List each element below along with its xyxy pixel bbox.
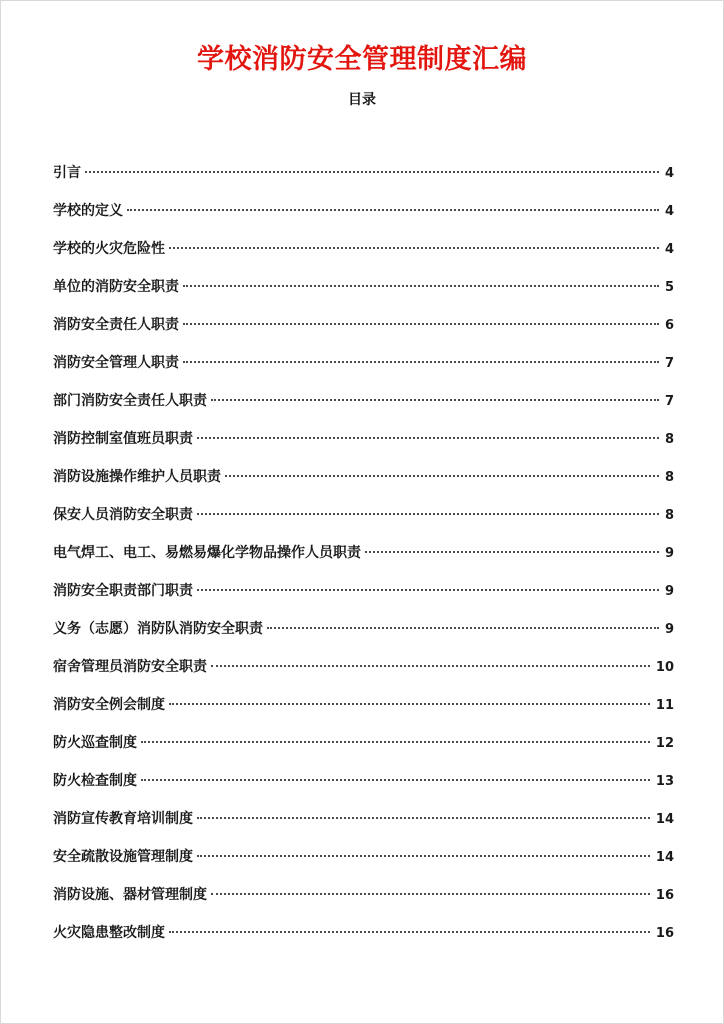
toc-entry[interactable]: [53, 467, 674, 505]
toc-entry[interactable]: [53, 391, 674, 429]
toc-heading: 目录: [348, 92, 376, 108]
toc-entry-text: 宿舍管理员消防安全职责: [53, 659, 207, 675]
toc-entry[interactable]: [53, 505, 674, 543]
toc-entry-text: 学校的火灾危险性: [53, 241, 165, 257]
dot-leader: [211, 399, 659, 401]
toc-entry-page: 16: [655, 888, 674, 903]
toc-entry[interactable]: [53, 239, 674, 277]
dot-leader: [197, 437, 659, 439]
toc-entry-text: 消防控制室值班员职责: [53, 431, 193, 447]
toc-entry[interactable]: [53, 201, 674, 239]
toc-entry-text: 消防设施操作维护人员职责: [53, 469, 221, 485]
toc-entry-page: 4: [664, 166, 674, 181]
toc-entry-page: 9: [664, 584, 674, 599]
toc-entry[interactable]: [53, 733, 674, 771]
toc-entry-text: 安全疏散设施管理制度: [53, 849, 193, 865]
toc-entry-text: 消防安全例会制度: [53, 697, 165, 713]
toc-entry-text: 单位的消防安全职责: [53, 279, 179, 295]
toc-entry-page: 8: [664, 470, 674, 485]
toc-entry-page: 7: [664, 356, 674, 371]
toc-entry[interactable]: [53, 315, 674, 353]
toc-entry-page: 12: [655, 736, 674, 751]
document-title: 学校消防安全管理制度汇编: [197, 44, 527, 75]
toc-entry-page: 11: [655, 698, 674, 713]
toc-entry-page: 9: [664, 622, 674, 637]
toc-entry[interactable]: [53, 695, 674, 733]
toc-entry-page: 8: [664, 432, 674, 447]
dot-leader: [197, 513, 659, 515]
toc-entry[interactable]: [53, 277, 674, 315]
dot-leader: [267, 627, 659, 629]
toc-entry[interactable]: [53, 847, 674, 885]
dot-leader: [211, 893, 650, 895]
dot-leader: [365, 551, 659, 553]
dot-leader: [169, 931, 650, 933]
toc-entry[interactable]: [53, 353, 674, 391]
toc-entry-page: 9: [664, 546, 674, 561]
toc-entry[interactable]: [53, 543, 674, 581]
toc-entry-text: 消防安全管理人职责: [53, 355, 179, 371]
toc-entry[interactable]: [53, 923, 674, 961]
toc-entry-page: 4: [664, 204, 674, 219]
toc-entry-page: 16: [655, 926, 674, 941]
toc-entry[interactable]: [53, 657, 674, 695]
toc-entry-page: 7: [664, 394, 674, 409]
toc-entry-page: 10: [655, 660, 674, 675]
toc-entry-page: 14: [655, 850, 674, 865]
dot-leader: [197, 589, 659, 591]
dot-leader: [141, 741, 650, 743]
toc-entry-text: 消防设施、器材管理制度: [53, 887, 207, 903]
toc-entry-text: 消防安全责任人职责: [53, 317, 179, 333]
dot-leader: [169, 703, 650, 705]
toc-entry-text: 消防安全职责部门职责: [53, 583, 193, 599]
dot-leader: [183, 285, 659, 287]
toc-entry-text: 学校的定义: [53, 203, 123, 219]
toc-entry-page: 8: [664, 508, 674, 523]
toc-entry[interactable]: [53, 771, 674, 809]
toc-entry-page: 14: [655, 812, 674, 827]
toc-entry-page: 6: [664, 318, 674, 333]
toc-entry-text: 防火巡查制度: [53, 735, 137, 751]
dot-leader: [197, 817, 650, 819]
dot-leader: [141, 779, 650, 781]
dot-leader: [127, 209, 659, 211]
toc-entry-text: 部门消防安全责任人职责: [53, 393, 207, 409]
toc-entry[interactable]: [53, 581, 674, 619]
toc-entry[interactable]: [53, 885, 674, 923]
toc-entry-text: 保安人员消防安全职责: [53, 507, 193, 523]
table-of-contents: [53, 163, 674, 961]
toc-entry-text: 防火检查制度: [53, 773, 137, 789]
dot-leader: [197, 855, 650, 857]
toc-entry-text: 火灾隐患整改制度: [53, 925, 165, 941]
toc-entry[interactable]: [53, 163, 674, 201]
toc-entry-text: 消防宣传教育培训制度: [53, 811, 193, 827]
toc-entry-text: 电气焊工、电工、易燃易爆化学物品操作人员职责: [53, 545, 361, 561]
toc-entry[interactable]: [53, 809, 674, 847]
toc-entry-page: 13: [655, 774, 674, 789]
toc-entry[interactable]: [53, 619, 674, 657]
dot-leader: [183, 361, 659, 363]
dot-leader: [211, 665, 650, 667]
toc-entry-page: 5: [664, 280, 674, 295]
dot-leader: [225, 475, 659, 477]
toc-entry[interactable]: [53, 429, 674, 467]
toc-entry-page: 4: [664, 242, 674, 257]
dot-leader: [183, 323, 659, 325]
toc-entry-text: 义务（志愿）消防队消防安全职责: [53, 621, 263, 637]
dot-leader: [169, 247, 659, 249]
toc-entry-text: 引言: [53, 165, 81, 181]
dot-leader: [85, 171, 659, 173]
